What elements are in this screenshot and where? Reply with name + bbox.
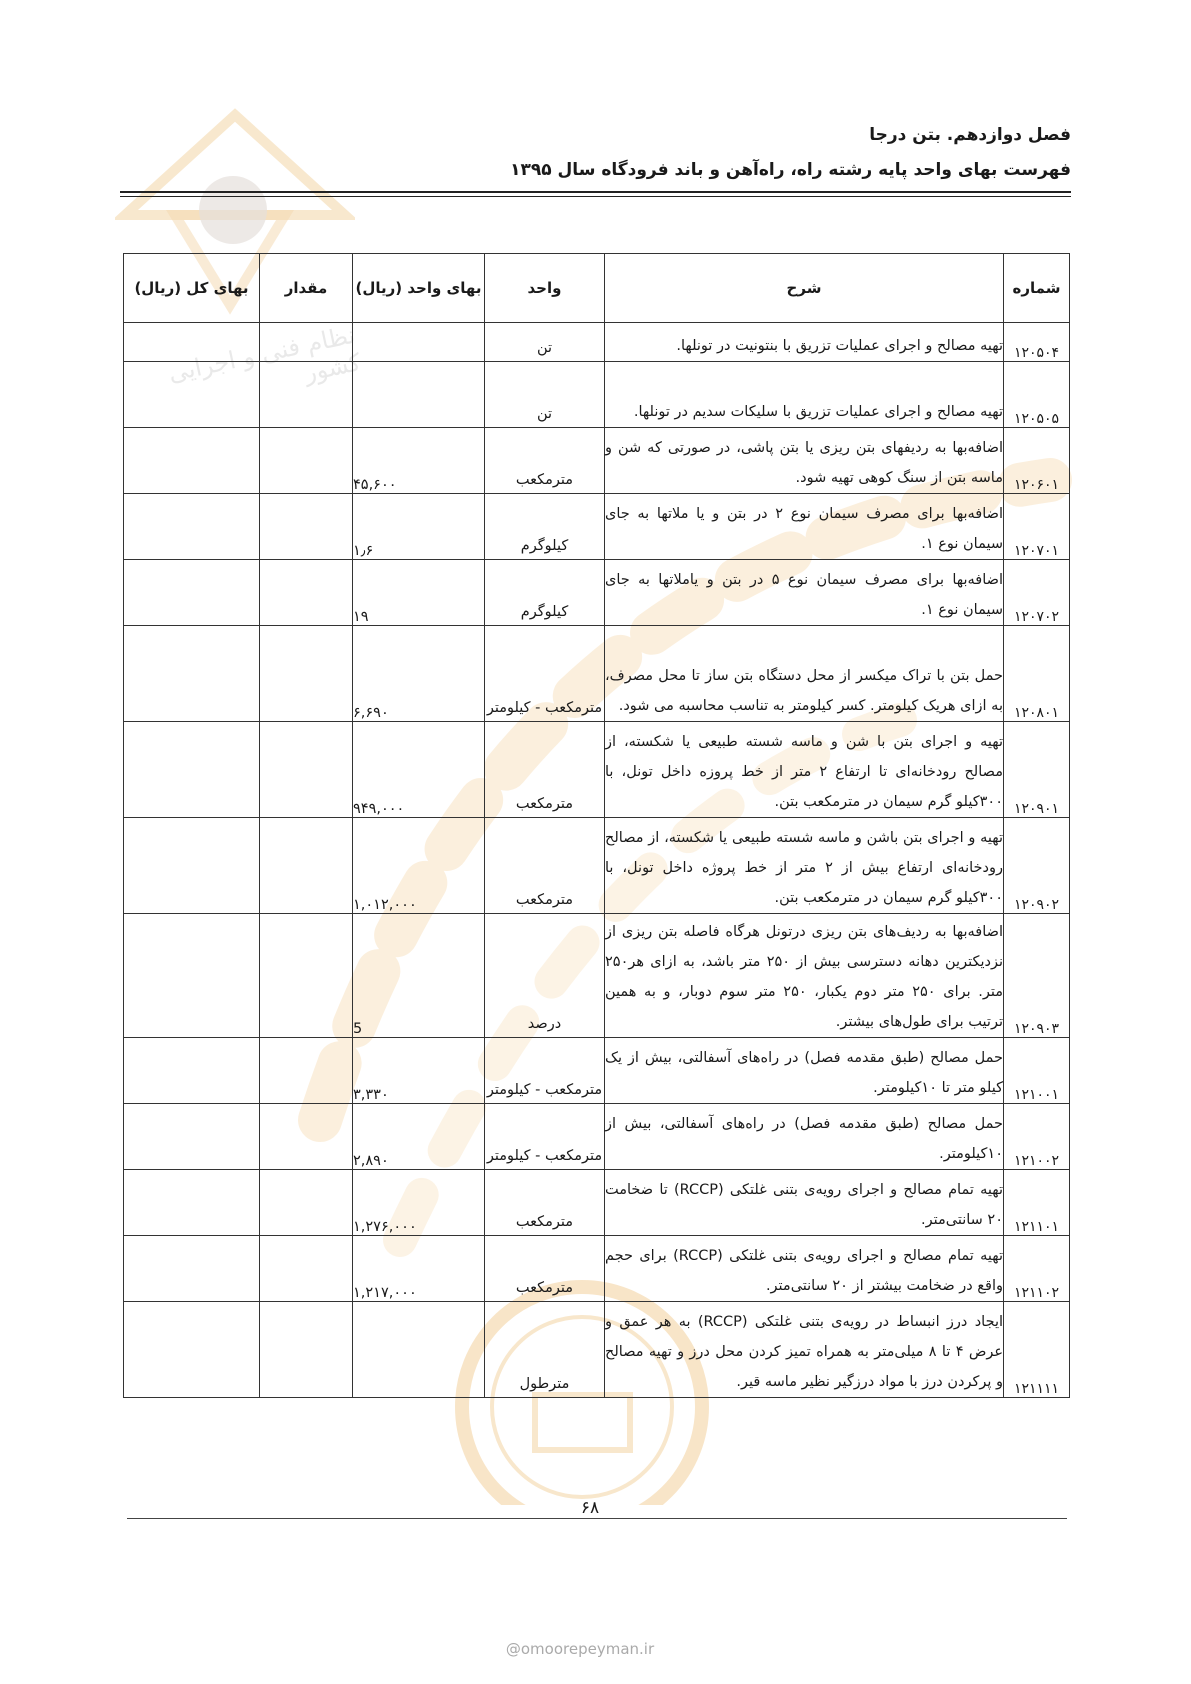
row-total-price [124,1236,260,1302]
row-unit: مترمکعب [485,818,605,914]
row-number: ۱۲۰۹۰۳ [1004,914,1070,1038]
row-description: اضافه‌بها برای مصرف سیمان نوع ۵ در بتن و یاملاتها به جای سیمان نوع ۱. [605,560,1004,626]
table-row [124,362,1070,428]
header-number: شماره [1004,254,1070,323]
row-unit: مترمکعب - کیلومتر [485,1038,605,1104]
row-unit-price [353,323,485,362]
row-unit-price: ۹۴۹,۰۰۰ [353,722,485,818]
table-row [124,1104,1070,1170]
row-unit: مترمکعب [485,428,605,494]
row-quantity [260,323,353,362]
row-unit: مترطول [485,1302,605,1398]
row-total-price [124,1302,260,1398]
chapter-title: فصل دوازدهم. بتن درجا [869,125,1071,145]
header-unit-price: بهای واحد (ریال) [353,254,485,323]
row-description: تهیه مصالح و اجرای عملیات تزریق با سلیکات سدیم در تونلها. [605,362,1004,428]
row-number: ۱۲۰۷۰۲ [1004,560,1070,626]
table-row [124,818,1070,914]
row-number: ۱۲۰۸۰۱ [1004,626,1070,722]
row-unit: کیلوگرم [485,494,605,560]
document-subtitle: فهرست بهای واحد پایه رشته راه، راه‌آهن و باند فرودگاه سال ۱۳۹۵ [510,160,1071,180]
row-description: اضافه‌بها به ردیفهای بتن ریزی یا بتن پاشی، در صورتی که شن و ماسه بتن از سنگ کوهی تهیه شود. [605,428,1004,494]
row-description: تهیه و اجرای بتن باشن و ماسه شسته طبیعی یا شکسته، از مصالح رودخانه‌ای ارتفاع بیش از ۲ متر از خط پروژه داخل تونل، با ۳۰۰کیلو گرم سیمان در مترمکعب بتن. [605,818,1004,914]
row-number: ۱۲۱۰۰۱ [1004,1038,1070,1104]
row-description: تهیه تمام مصالح و اجرای رویه‌ی بتنی غلتکی (RCCP) تا ضخامت ۲۰ سانتی‌متر. [605,1170,1004,1236]
row-quantity [260,818,353,914]
header-unit: واحد [485,254,605,323]
row-total-price [124,722,260,818]
row-unit-price: ۳,۳۳۰ [353,1038,485,1104]
row-quantity [260,626,353,722]
row-quantity [260,494,353,560]
row-quantity [260,914,353,1038]
row-unit: تن [485,323,605,362]
row-total-price [124,362,260,428]
row-total-price [124,323,260,362]
row-total-price [124,1104,260,1170]
table-row [124,1302,1070,1398]
row-description: تهیه مصالح و اجرای عملیات تزریق با بنتونیت در تونلها. [605,323,1004,362]
row-unit: مترمکعب - کیلومتر [485,626,605,722]
row-number: ۱۲۰۷۰۱ [1004,494,1070,560]
row-quantity [260,722,353,818]
row-unit-price: 5 [353,914,485,1038]
row-unit: کیلوگرم [485,560,605,626]
row-unit: مترمکعب [485,722,605,818]
row-description: اضافه‌بها برای مصرف سیمان نوع ۲ در بتن و یا ملاتها به جای سیمان نوع ۱. [605,494,1004,560]
row-unit-price [353,362,485,428]
table-row [124,1170,1070,1236]
row-total-price [124,818,260,914]
row-quantity [260,1302,353,1398]
row-unit-price: ۱٫۶ [353,494,485,560]
row-quantity [260,362,353,428]
row-unit-price: ۱,۲۱۷,۰۰۰ [353,1236,485,1302]
row-quantity [260,1170,353,1236]
row-total-price [124,494,260,560]
price-list-table [123,253,1070,1398]
watermark-text-top-left: نظام فنی و اجرایی کشور [165,320,364,388]
watermark-site-text: @omoorepeyman.ir [505,1640,655,1658]
row-description: ایجاد درز انبساط در رویه‌ی بتنی غلتکی (RCCP) به هر عمق و عرض ۴ تا ۸ میلی‌متر به همراه تمیز کردن محل درز و تهیه مصالح و پرکردن درز با مواد درزگیر نظیر ماسه قیر. [605,1302,1004,1398]
row-number: ۱۲۱۰۰۲ [1004,1104,1070,1170]
page-number: ۶۸ [580,1498,600,1518]
row-description: حمل مصالح (طبق مقدمه فصل) در راه‌های آسفالتی، بیش از ۱۰کیلومتر. [605,1104,1004,1170]
row-unit: مترمکعب - کیلومتر [485,1104,605,1170]
row-total-price [124,428,260,494]
row-description: تهیه و اجرای بتن با شن و ماسه شسته طبیعی یا شکسته، از مصالح رودخانه‌ای تا ارتفاع ۲ متر از خط پروزه داخل تونل، با ۳۰۰کیلو گرم سیمان در مترمکعب بتن. [605,722,1004,818]
row-unit-price: ۱,۲۷۶,۰۰۰ [353,1170,485,1236]
row-description: حمل بتن با تراک میکسر از محل دستگاه بتن ساز تا محل مصرف، به ازای هریک کیلومتر. کسر کیلومتر به تناسب محاسبه می شود. [605,626,1004,722]
row-quantity [260,428,353,494]
row-quantity [260,1038,353,1104]
header-total-price: بهای کل (ریال) [124,254,260,323]
row-number: ۱۲۰۹۰۲ [1004,818,1070,914]
header-description: شرح [605,254,1004,323]
table-row [124,428,1070,494]
header-rule-thick [120,191,1071,193]
row-unit: مترمکعب [485,1236,605,1302]
row-unit: مترمکعب [485,1170,605,1236]
row-description: اضافه‌بها به ردیف‌های بتن ریزی درتونل هرگاه فاصله بتن ریزی از نزدیکترین دهانه دسترسی بیش از ۲۵۰ متر باشد، به ازای هر۲۵۰ متر. برای ۲۵۰ متر دوم یکبار، ۲۵۰ متر سوم دوبار، و به همین ترتیب برای طول‌های بیشتر. [605,914,1004,1038]
row-number: ۱۲۱۱۰۱ [1004,1170,1070,1236]
table-row [124,560,1070,626]
row-total-price [124,1170,260,1236]
footer-rule [127,1518,1067,1519]
row-total-price [124,626,260,722]
header-rule-thin [120,196,1071,197]
row-number: ۱۲۰۹۰۱ [1004,722,1070,818]
row-unit-price: ۱۹ [353,560,485,626]
table-row [124,722,1070,818]
row-quantity [260,1104,353,1170]
header-quantity: مقدار [260,254,353,323]
table-row [124,1038,1070,1104]
row-number: ۱۲۰۵۰۴ [1004,323,1070,362]
row-description: تهیه تمام مصالح و اجرای رویه‌ی بتنی غلتکی (RCCP) برای حجم واقع در ضخامت بیشتر از ۲۰ سانتی‌متر. [605,1236,1004,1302]
row-number: ۱۲۰۶۰۱ [1004,428,1070,494]
row-number: ۱۲۰۵۰۵ [1004,362,1070,428]
row-total-price [124,1038,260,1104]
table-header-row [124,254,1070,323]
table-row [124,494,1070,560]
row-unit: درصد [485,914,605,1038]
row-unit-price: ۴۵,۶۰۰ [353,428,485,494]
row-quantity [260,560,353,626]
row-description: حمل مصالح (طبق مقدمه فصل) در راه‌های آسفالتی، بیش از یک کیلو متر تا ۱۰کیلومتر. [605,1038,1004,1104]
table-row [124,1236,1070,1302]
table-row [124,914,1070,1038]
row-total-price [124,560,260,626]
row-number: ۱۲۱۱۱۱ [1004,1302,1070,1398]
row-total-price [124,914,260,1038]
row-unit-price: ۱,۰۱۲,۰۰۰ [353,818,485,914]
row-unit: تن [485,362,605,428]
row-number: ۱۲۱۱۰۲ [1004,1236,1070,1302]
row-quantity [260,1236,353,1302]
row-unit-price [353,1302,485,1398]
row-unit-price: ۲,۸۹۰ [353,1104,485,1170]
table-row [124,323,1070,362]
row-unit-price: ۶,۶۹۰ [353,626,485,722]
table-row [124,626,1070,722]
